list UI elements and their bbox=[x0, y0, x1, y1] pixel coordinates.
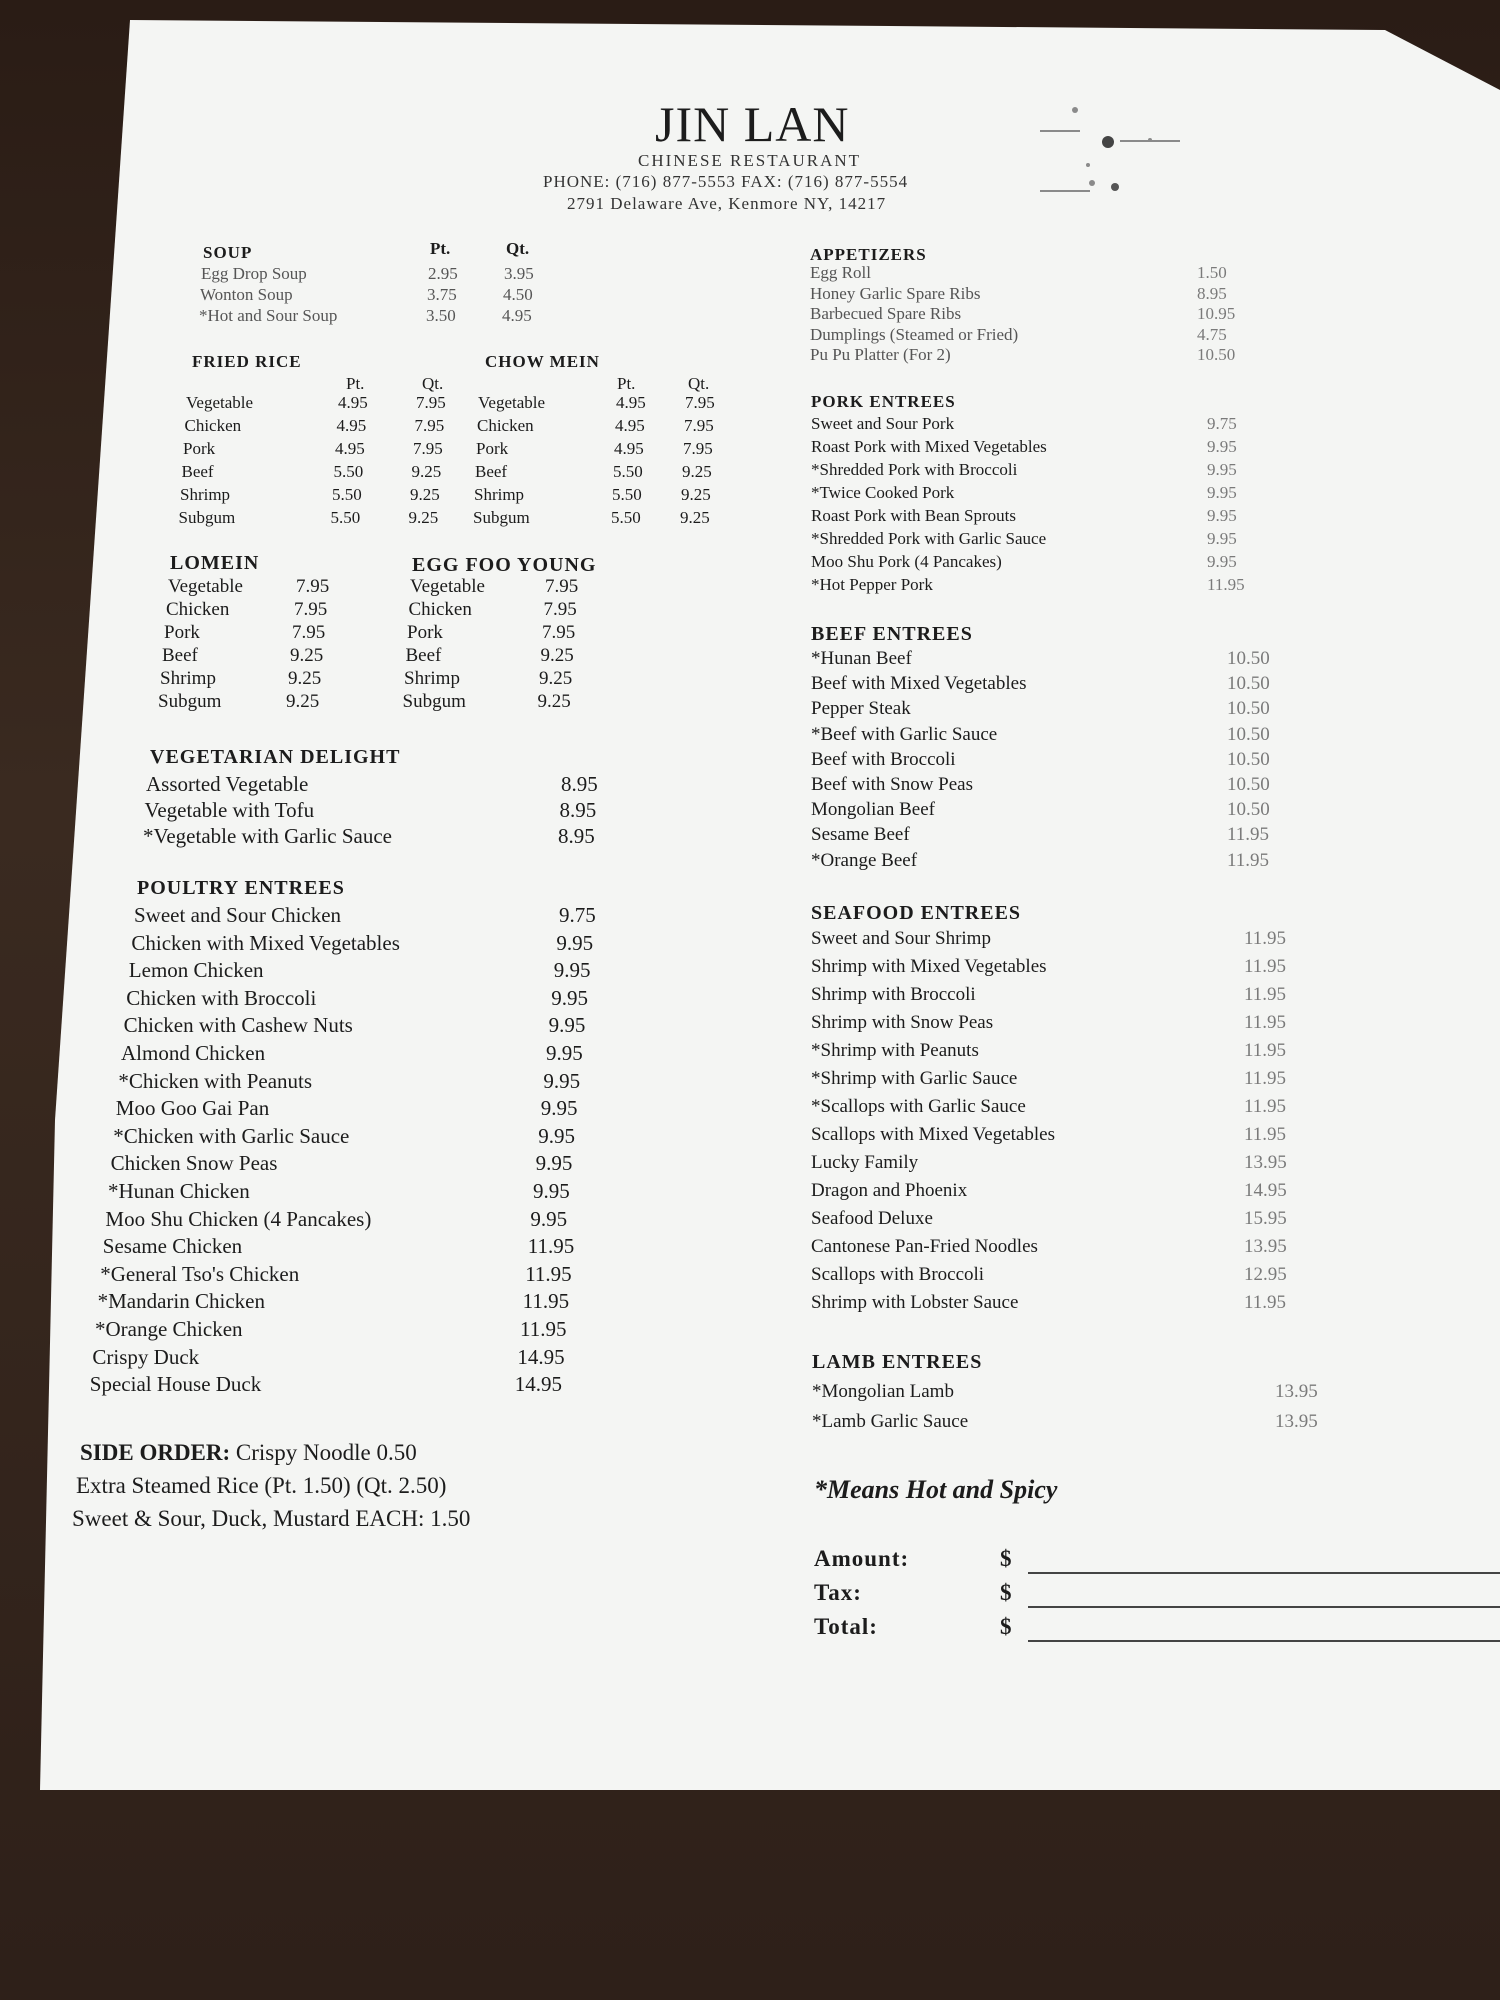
chow-mein-item-pt: 4.95 bbox=[616, 393, 646, 412]
egg-foo-young-item-name: Subgum bbox=[402, 691, 466, 712]
pork-item-price: 9.95 bbox=[1207, 437, 1237, 456]
poultry-item-name: Moo Goo Gai Pan bbox=[115, 1096, 270, 1121]
poultry-item-name: Lemon Chicken bbox=[128, 958, 264, 983]
seafood-item-price: 11.95 bbox=[1244, 1012, 1287, 1033]
fried-rice-item-qt: 7.95 bbox=[413, 439, 443, 458]
egg-foo-young-item-name: Vegetable bbox=[410, 576, 485, 597]
fried-rice-item-qt: 9.25 bbox=[408, 508, 439, 527]
poultry-title: POULTRY ENTREES bbox=[137, 877, 345, 899]
pork-item-name: *Shredded Pork with Broccoli bbox=[811, 460, 1018, 479]
lomein-item-price: 7.95 bbox=[294, 599, 328, 620]
fried-rice-item-pt: 5.50 bbox=[333, 462, 364, 481]
vegetarian-item-price: 8.95 bbox=[561, 772, 598, 796]
beef-item-price: 11.95 bbox=[1227, 849, 1270, 871]
lamb-item-price: 13.95 bbox=[1275, 1411, 1318, 1432]
seafood-item-name: Lucky Family bbox=[811, 1152, 919, 1173]
lomein-item-price: 9.25 bbox=[290, 645, 324, 666]
chow-mein-item-name: Chicken bbox=[477, 416, 534, 435]
soup-item-name: Wonton Soup bbox=[200, 285, 293, 304]
seafood-item-name: *Scallops with Garlic Sauce bbox=[811, 1096, 1026, 1117]
pork-item-name: *Hot Pepper Pork bbox=[811, 575, 933, 594]
poultry-item-price: 11.95 bbox=[520, 1317, 567, 1341]
poultry-item-name: *Chicken with Peanuts bbox=[118, 1068, 313, 1093]
pork-title: PORK ENTREES bbox=[811, 392, 956, 411]
soup-item-pt: 3.50 bbox=[426, 306, 456, 325]
total-line bbox=[1028, 1640, 1500, 1642]
soup-item-name: Egg Drop Soup bbox=[201, 264, 307, 283]
seafood-item-name: Seafood Deluxe bbox=[811, 1208, 933, 1229]
seafood-item-name: Shrimp with Snow Peas bbox=[811, 1012, 994, 1033]
chow-mein-item-qt: 9.25 bbox=[681, 485, 711, 504]
lomein-item-name: Subgum bbox=[158, 691, 222, 712]
poultry-item-price: 9.95 bbox=[540, 1096, 578, 1121]
vegetarian-title: VEGETARIAN DELIGHT bbox=[150, 746, 401, 768]
lamb-item-name: *Lamb Garlic Sauce bbox=[812, 1411, 969, 1432]
seafood-item-price: 11.95 bbox=[1244, 1040, 1287, 1061]
pork-item-price: 9.95 bbox=[1207, 529, 1237, 548]
chow-mein-item-name: Shrimp bbox=[474, 485, 525, 504]
lomein-item-price: 7.95 bbox=[292, 622, 326, 643]
poultry-item-name: *Orange Chicken bbox=[95, 1317, 243, 1341]
soup-item-qt: 3.95 bbox=[504, 264, 534, 283]
chow-mein-qt-header: Qt. bbox=[688, 374, 710, 393]
poultry-item-name: Almond Chicken bbox=[121, 1041, 266, 1065]
lomein-item-name: Vegetable bbox=[168, 576, 243, 597]
seafood-item-price: 11.95 bbox=[1244, 928, 1287, 949]
pork-item-price: 9.95 bbox=[1207, 552, 1237, 571]
side-order-label: SIDE ORDER: bbox=[80, 1440, 231, 1465]
seafood-item-price: 14.95 bbox=[1244, 1180, 1287, 1201]
beef-title: BEEF ENTREES bbox=[811, 623, 973, 645]
appetizer-item-price: 10.95 bbox=[1197, 304, 1236, 323]
total-dollar: $ bbox=[1000, 1614, 1013, 1639]
fried-rice-title: FRIED RICE bbox=[192, 352, 302, 371]
poultry-item-name: Crispy Duck bbox=[92, 1344, 200, 1369]
fried-rice-item-pt: 4.95 bbox=[335, 439, 365, 458]
appetizer-item-price: 10.50 bbox=[1197, 345, 1236, 364]
beef-item-price: 10.50 bbox=[1227, 698, 1270, 720]
pork-item-price: 9.95 bbox=[1207, 483, 1237, 502]
map-dots-icon bbox=[1040, 85, 1200, 235]
amount-line bbox=[1028, 1572, 1500, 1574]
poultry-item-name: Sweet and Sour Chicken bbox=[134, 903, 342, 927]
fried-rice-item-qt: 9.25 bbox=[411, 462, 442, 481]
restaurant-subtitle: CHINESE RESTAURANT bbox=[638, 151, 862, 170]
vegetarian-item-name: Assorted Vegetable bbox=[146, 772, 309, 796]
soup-pt-header: Pt. bbox=[430, 239, 451, 258]
poultry-item-price: 9.75 bbox=[559, 903, 596, 927]
beef-item-price: 10.50 bbox=[1227, 774, 1270, 795]
poultry-item-price: 11.95 bbox=[525, 1261, 572, 1286]
seafood-item-price: 11.95 bbox=[1244, 1068, 1287, 1089]
seafood-item-name: Dragon and Phoenix bbox=[811, 1180, 968, 1201]
pork-item-name: *Twice Cooked Pork bbox=[811, 483, 955, 502]
hot-spicy-note: *Means Hot and Spicy bbox=[814, 1475, 1058, 1504]
seafood-item-name: Shrimp with Mixed Vegetables bbox=[811, 956, 1047, 977]
beef-item-price: 10.50 bbox=[1227, 723, 1270, 745]
chow-mein-item-name: Pork bbox=[476, 439, 509, 458]
beef-item-name: Beef with Broccoli bbox=[811, 748, 956, 770]
poultry-item-price: 9.95 bbox=[553, 958, 591, 983]
seafood-title: SEAFOOD ENTREES bbox=[811, 902, 1022, 924]
appetizers-title: APPETIZERS bbox=[810, 245, 927, 264]
poultry-item-name: Sesame Chicken bbox=[102, 1234, 243, 1259]
fried-rice-pt-header: Pt. bbox=[346, 374, 365, 393]
beef-item-price: 10.50 bbox=[1227, 673, 1270, 695]
egg-foo-young-title: EGG FOO YOUNG bbox=[412, 554, 597, 576]
appetizer-item-price: 1.50 bbox=[1197, 263, 1227, 282]
seafood-item-price: 13.95 bbox=[1244, 1236, 1287, 1257]
seafood-item-name: Shrimp with Broccoli bbox=[811, 984, 976, 1005]
poultry-item-name: *Mandarin Chicken bbox=[97, 1289, 265, 1314]
chow-mein-item-qt: 7.95 bbox=[684, 416, 714, 435]
beef-item-price: 10.50 bbox=[1227, 748, 1270, 770]
lomein-item-name: Pork bbox=[164, 622, 200, 643]
poultry-item-price: 14.95 bbox=[514, 1372, 563, 1397]
side-order-line-2: Extra Steamed Rice (Pt. 1.50) (Qt. 2.50) bbox=[76, 1473, 447, 1498]
chow-mein-item-qt: 9.25 bbox=[682, 462, 712, 481]
seafood-item-name: Scallops with Broccoli bbox=[811, 1264, 985, 1285]
poultry-item-price: 11.95 bbox=[522, 1289, 570, 1314]
fried-rice-item-qt: 9.25 bbox=[410, 485, 440, 504]
fried-rice-item-name: Beef bbox=[181, 462, 214, 481]
lomein-title: LOMEIN bbox=[170, 552, 260, 574]
restaurant-name: JIN LAN bbox=[655, 96, 850, 152]
side-order-crispy-noodle: Crispy Noodle 0.50 bbox=[235, 1440, 417, 1465]
lamb-item-name: *Mongolian Lamb bbox=[812, 1381, 954, 1402]
chow-mein-item-qt: 7.95 bbox=[683, 439, 713, 458]
seafood-item-price: 13.95 bbox=[1244, 1152, 1287, 1173]
amount-dollar: $ bbox=[1000, 1546, 1013, 1571]
beef-item-name: Beef with Snow Peas bbox=[811, 774, 974, 795]
chow-mein-item-pt: 4.95 bbox=[614, 439, 644, 458]
pork-item-price: 9.95 bbox=[1207, 460, 1237, 479]
poultry-item-price: 11.95 bbox=[527, 1234, 575, 1259]
pork-item-price: 11.95 bbox=[1207, 575, 1245, 594]
lomein-item-price: 7.95 bbox=[296, 576, 330, 597]
fried-rice-item-name: Pork bbox=[183, 439, 216, 458]
chow-mein-title: CHOW MEIN bbox=[485, 352, 600, 371]
side-order-line-1 bbox=[80, 1440, 417, 1466]
soup-item-name: *Hot and Sour Soup bbox=[199, 306, 338, 325]
egg-foo-young-item-price: 9.25 bbox=[539, 668, 573, 689]
fried-rice-item-pt: 4.95 bbox=[336, 416, 367, 435]
chow-mein-item-pt: 5.50 bbox=[611, 508, 641, 527]
beef-item-price: 10.50 bbox=[1227, 648, 1270, 669]
egg-foo-young-item-price: 7.95 bbox=[542, 622, 576, 643]
fried-rice-item-name: Chicken bbox=[184, 416, 242, 435]
lomein-item-price: 9.25 bbox=[286, 691, 320, 712]
fried-rice-item-qt: 7.95 bbox=[416, 393, 446, 412]
soup-qt-header: Qt. bbox=[506, 239, 530, 258]
soup-item-pt: 3.75 bbox=[427, 285, 457, 304]
seafood-item-name: Scallops with Mixed Vegetables bbox=[811, 1124, 1055, 1145]
beef-item-name: *Orange Beef bbox=[811, 849, 918, 871]
egg-foo-young-item-price: 7.95 bbox=[543, 599, 577, 620]
fried-rice-item-pt: 5.50 bbox=[332, 485, 362, 504]
lamb-title: LAMB ENTREES bbox=[812, 1351, 983, 1373]
lomein-item-name: Chicken bbox=[166, 599, 230, 620]
soup-item-pt: 2.95 bbox=[428, 264, 458, 283]
fried-rice-item-name: Shrimp bbox=[180, 485, 231, 504]
beef-item-name: Sesame Beef bbox=[811, 824, 910, 846]
pork-item-name: Moo Shu Pork (4 Pancakes) bbox=[811, 552, 1002, 571]
poultry-item-name: Special House Duck bbox=[89, 1372, 262, 1397]
seafood-item-price: 11.95 bbox=[1244, 1096, 1287, 1117]
poultry-item-name: Chicken with Mixed Vegetables bbox=[131, 930, 400, 955]
beef-item-price: 11.95 bbox=[1227, 824, 1270, 846]
pork-item-name: *Shredded Pork with Garlic Sauce bbox=[811, 529, 1047, 548]
poultry-item-price: 9.95 bbox=[533, 1179, 570, 1203]
seafood-item-name: Cantonese Pan-Fried Noodles bbox=[811, 1236, 1038, 1257]
seafood-item-name: *Shrimp with Garlic Sauce bbox=[811, 1068, 1018, 1089]
poultry-item-name: Chicken with Broccoli bbox=[126, 985, 317, 1010]
egg-foo-young-item-name: Chicken bbox=[408, 599, 472, 620]
beef-item-name: Beef with Mixed Vegetables bbox=[811, 673, 1027, 695]
pork-item-price: 9.75 bbox=[1207, 414, 1237, 433]
seafood-item-price: 15.95 bbox=[1244, 1208, 1287, 1229]
poultry-item-name: *General Tso's Chicken bbox=[100, 1261, 300, 1286]
restaurant-address: 2791 Delaware Ave, Kenmore NY, 14217 bbox=[567, 194, 887, 213]
seafood-item-price: 12.95 bbox=[1244, 1264, 1287, 1285]
fried-rice-item-name: Subgum bbox=[178, 508, 236, 527]
egg-foo-young-item-name: Pork bbox=[407, 622, 443, 643]
fried-rice-item-pt: 5.50 bbox=[330, 508, 361, 527]
poultry-item-price: 9.95 bbox=[556, 930, 594, 955]
fried-rice-item-name: Vegetable bbox=[186, 393, 254, 412]
chow-mein-item-pt: 5.50 bbox=[613, 462, 643, 481]
seafood-item-price: 11.95 bbox=[1244, 1292, 1287, 1313]
seafood-item-price: 11.95 bbox=[1244, 984, 1287, 1005]
soup-title: SOUP bbox=[203, 243, 253, 262]
beef-item-name: Mongolian Beef bbox=[811, 799, 936, 821]
chow-mein-item-name: Vegetable bbox=[478, 393, 546, 412]
pork-item-name: Roast Pork with Bean Sprouts bbox=[811, 506, 1016, 525]
fried-rice-item-qt: 7.95 bbox=[414, 416, 445, 435]
vegetarian-item-price: 8.95 bbox=[559, 798, 597, 822]
seafood-item-price: 11.95 bbox=[1244, 956, 1287, 977]
beef-item-name: *Beef with Garlic Sauce bbox=[811, 723, 998, 745]
seafood-item-name: Sweet and Sour Shrimp bbox=[811, 928, 991, 949]
appetizer-item-name: Barbecued Spare Ribs bbox=[810, 304, 962, 323]
chow-mein-item-name: Subgum bbox=[473, 508, 530, 527]
poultry-item-price: 9.95 bbox=[538, 1123, 575, 1148]
appetizer-item-price: 8.95 bbox=[1197, 283, 1227, 303]
poultry-item-price: 9.95 bbox=[546, 1041, 583, 1065]
egg-foo-young-item-name: Shrimp bbox=[404, 668, 460, 689]
poultry-item-price: 14.95 bbox=[517, 1344, 565, 1369]
chow-mein-item-name: Beef bbox=[475, 462, 508, 481]
chow-mein-item-qt: 9.25 bbox=[680, 508, 710, 527]
poultry-item-name: Chicken Snow Peas bbox=[110, 1151, 278, 1176]
poultry-item-name: Chicken with Cashew Nuts bbox=[123, 1013, 353, 1038]
chow-mein-item-pt: 4.95 bbox=[615, 416, 645, 435]
vegetarian-item-price: 8.95 bbox=[558, 824, 595, 848]
pork-item-price: 9.95 bbox=[1207, 506, 1237, 525]
poultry-item-name: Moo Shu Chicken (4 Pancakes) bbox=[105, 1206, 372, 1231]
lomein-item-name: Beef bbox=[162, 645, 198, 666]
chow-mein-item-pt: 5.50 bbox=[612, 485, 642, 504]
chow-mein-item-qt: 7.95 bbox=[685, 393, 715, 412]
egg-foo-young-item-price: 9.25 bbox=[540, 645, 574, 666]
poultry-item-price: 9.95 bbox=[543, 1068, 581, 1093]
chow-mein-pt-header: Pt. bbox=[617, 374, 636, 393]
egg-foo-young-item-name: Beef bbox=[405, 645, 442, 666]
seafood-item-name: Shrimp with Lobster Sauce bbox=[811, 1292, 1019, 1313]
amount-label: Amount: bbox=[814, 1546, 910, 1571]
restaurant-phone: PHONE: (716) 877-5553 FAX: (716) 877-5554 bbox=[543, 172, 909, 191]
lomein-item-name: Shrimp bbox=[160, 668, 216, 689]
appetizer-item-price: 4.75 bbox=[1197, 324, 1227, 344]
poultry-item-price: 9.95 bbox=[548, 1013, 586, 1038]
side-order-line-3: Sweet & Sour, Duck, Mustard EACH: 1.50 bbox=[72, 1506, 471, 1531]
seafood-item-name: *Shrimp with Peanuts bbox=[811, 1040, 979, 1061]
tax-line bbox=[1028, 1606, 1500, 1608]
poultry-item-price: 9.95 bbox=[551, 985, 588, 1010]
poultry-item-name: *Chicken with Garlic Sauce bbox=[113, 1123, 350, 1148]
appetizer-item-name: Egg Roll bbox=[810, 263, 871, 282]
beef-item-name: Pepper Steak bbox=[811, 698, 911, 720]
total-label: Total: bbox=[814, 1614, 878, 1639]
appetizer-item-name: Honey Garlic Spare Ribs bbox=[810, 283, 981, 303]
vegetarian-item-name: Vegetable with Tofu bbox=[144, 798, 315, 822]
soup-item-qt: 4.95 bbox=[502, 306, 532, 325]
soup-item-qt: 4.50 bbox=[503, 285, 533, 304]
pork-item-name: Roast Pork with Mixed Vegetables bbox=[811, 437, 1047, 456]
egg-foo-young-item-price: 9.25 bbox=[537, 691, 571, 712]
poultry-item-name: *Hunan Chicken bbox=[108, 1179, 250, 1203]
fried-rice-qt-header: Qt. bbox=[422, 374, 444, 393]
vegetarian-item-name: *Vegetable with Garlic Sauce bbox=[143, 824, 392, 848]
poultry-item-price: 9.95 bbox=[535, 1151, 573, 1176]
poultry-item-price: 9.95 bbox=[530, 1206, 568, 1231]
pork-item-name: Sweet and Sour Pork bbox=[811, 414, 955, 433]
appetizer-item-name: Pu Pu Platter (For 2) bbox=[810, 345, 951, 364]
lomein-item-price: 9.25 bbox=[288, 668, 322, 689]
seafood-item-price: 11.95 bbox=[1244, 1124, 1287, 1145]
fried-rice-item-pt: 4.95 bbox=[338, 393, 368, 412]
egg-foo-young-item-price: 7.95 bbox=[545, 576, 579, 597]
appetizer-item-name: Dumplings (Steamed or Fried) bbox=[810, 324, 1019, 344]
tax-dollar: $ bbox=[1000, 1580, 1013, 1605]
beef-item-price: 10.50 bbox=[1227, 799, 1270, 821]
beef-item-name: *Hunan Beef bbox=[811, 648, 912, 669]
lamb-item-price: 13.95 bbox=[1275, 1381, 1318, 1402]
tax-label: Tax: bbox=[814, 1580, 862, 1605]
